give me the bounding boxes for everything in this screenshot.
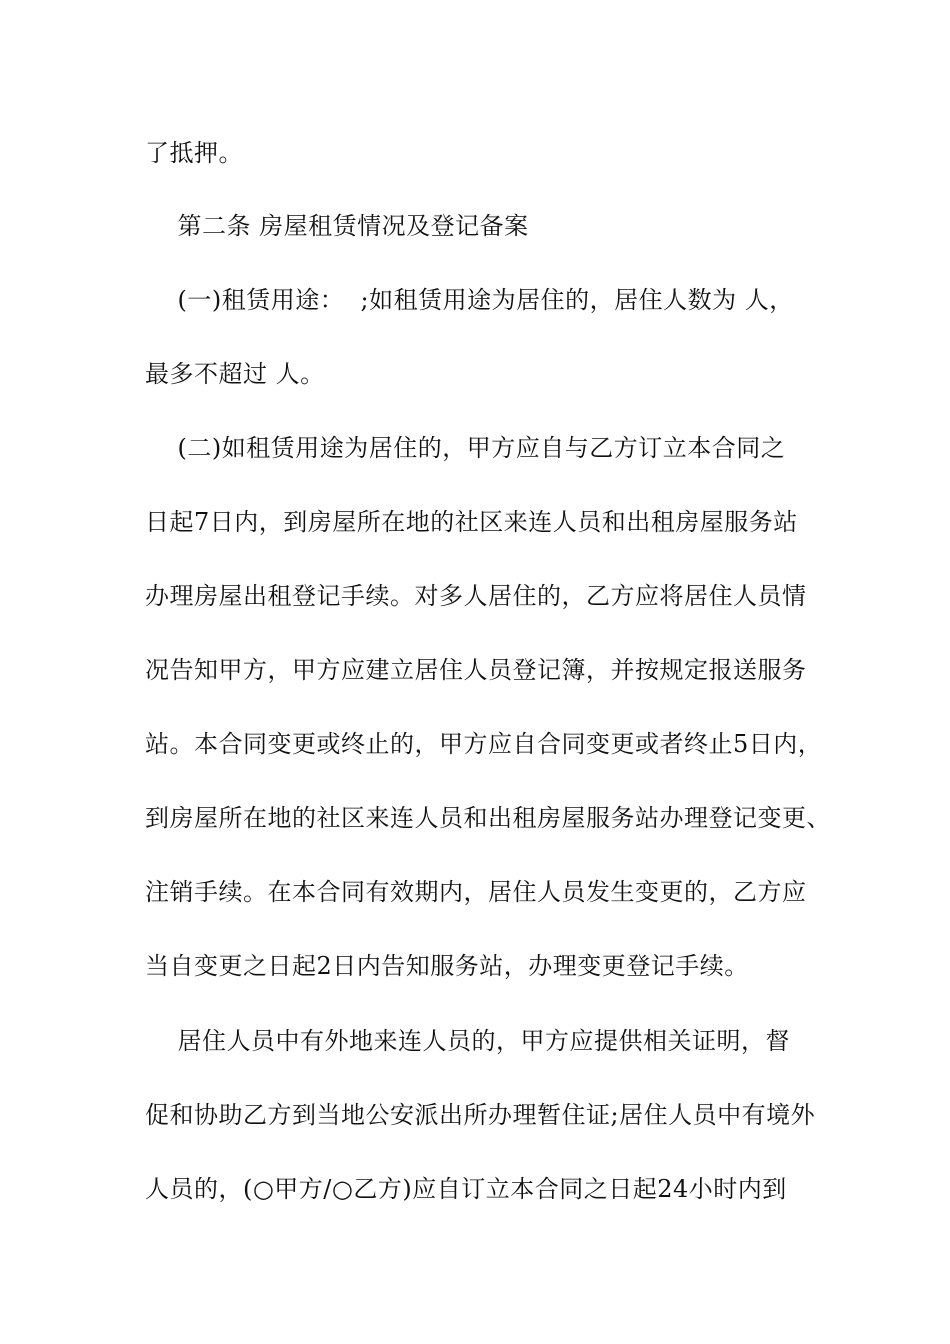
section-heading: 第二条 房屋租赁情况及登记备案 bbox=[145, 212, 529, 240]
text-line: (二)如租赁用途为居住的，甲方应自与乙方订立本合同之 bbox=[145, 434, 786, 462]
text-line: 注销手续。在本合同有效期内，居住人员发生变更的，乙方应 bbox=[145, 878, 807, 906]
text-line: 促和协助乙方到当地公安派出所办理暂住证;居住人员中有境外 bbox=[145, 1101, 816, 1129]
text-line: 到房屋所在地的社区来连人员和出租房屋服务站办理登记变更、 bbox=[145, 804, 831, 832]
text-line: (一)租赁用途： ;如租赁用途为居住的，居住人数为 人， bbox=[145, 286, 794, 314]
text-line: 了抵押。 bbox=[145, 139, 243, 167]
text-line: 居住人员中有外地来连人员的，甲方应提供相关证明，督 bbox=[145, 1027, 791, 1055]
text-line: 最多不超过 人。 bbox=[145, 360, 325, 388]
text-line: 人员的，(○甲方/○乙方)应自订立本合同之日起24小时内到 bbox=[145, 1175, 787, 1203]
text-line: 站。本合同变更或终止的，甲方应自合同变更或者终止5日内， bbox=[145, 730, 823, 758]
text-line: 当自变更之日起2日内告知服务站，办理变更登记手续。 bbox=[145, 952, 749, 980]
text-line: 况告知甲方，甲方应建立居住人员登记簿，并按规定报送服务 bbox=[145, 656, 807, 684]
text-line: 日起7日内，到房屋所在地的社区来连人员和出租房屋服务站 bbox=[145, 508, 798, 536]
text-line: 办理房屋出租登记手续。对多人居住的，乙方应将居住人员情 bbox=[145, 582, 807, 610]
